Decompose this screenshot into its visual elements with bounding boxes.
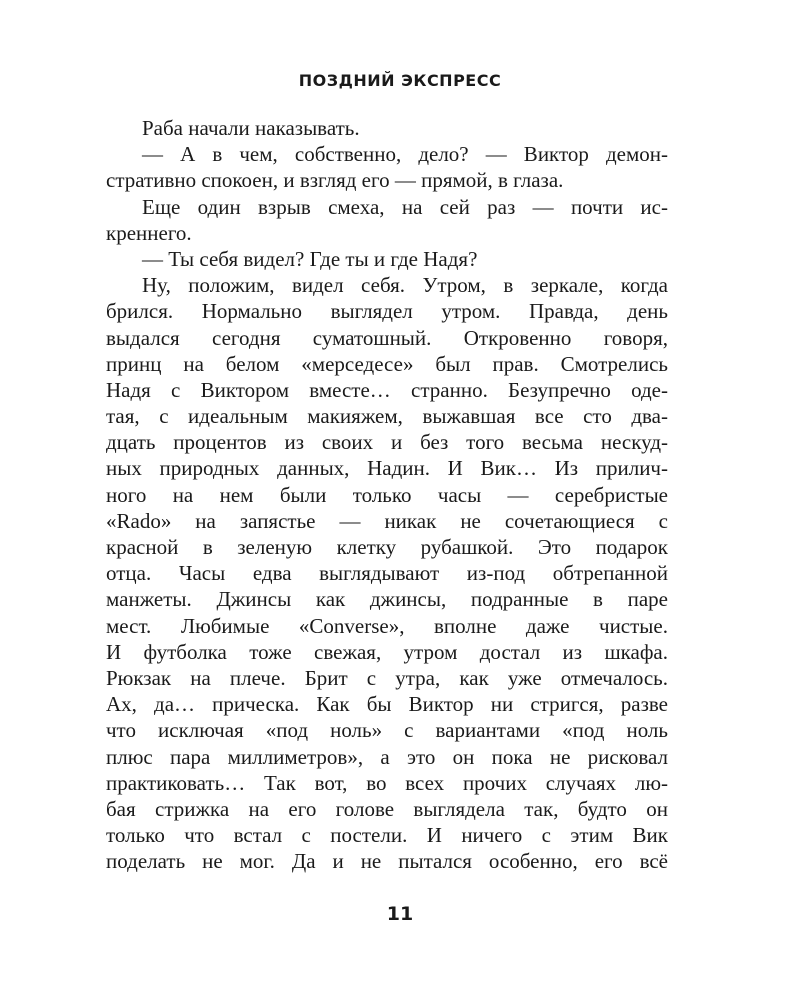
text-line: дцать процентов из своих и без того весьма нескуд- xyxy=(106,430,668,455)
text-line: манжеты. Джинсы как джинсы, подранные в паре xyxy=(106,587,668,612)
text-line: ных природных данных, Надин. И Вик… Из прилич- xyxy=(106,456,668,481)
text-line: мест. Любимые «Converse», вполне даже чистые. xyxy=(106,613,668,638)
body-text xyxy=(106,115,668,874)
text-line: плюс пара миллиметров», а это он пока не рисковал xyxy=(106,744,668,769)
text-line: Еще один взрыв смеха, на сей раз — почти ис- xyxy=(142,194,668,219)
text-line: Ах, да… прическа. Как бы Виктор ни стригся, разве xyxy=(106,692,668,717)
text-line: брился. Нормально выглядел утром. Правда, день xyxy=(106,299,668,324)
text-line: «Rado» на запястье — никак не сочетающиеся с xyxy=(106,508,668,533)
page-number: 11 xyxy=(386,903,414,925)
text-line: только что встал с постели. И ничего с этим Вик xyxy=(106,823,668,848)
text-line: поделать не мог. Да и не пытался особенно, его всё xyxy=(106,849,668,874)
text-line: Рюкзак на плече. Брит с утра, как уже отмечалось. xyxy=(106,665,668,690)
text-line: И футболка тоже свежая, утром достал из шкафа. xyxy=(106,639,668,664)
text-line: тая, с идеальным макияжем, выжавшая все сто два- xyxy=(106,404,668,429)
text-line: Раба начали наказывать. xyxy=(142,116,360,140)
text-line: принц на белом «мерседесе» был прав. Смотрелись xyxy=(106,351,668,376)
text-line: креннего. xyxy=(106,220,192,245)
text-line: выдался сегодня суматошный. Откровенно говоря, xyxy=(106,325,668,350)
running-header: ПОЗДНИЙ ЭКСПРЕСС xyxy=(298,71,502,90)
text-line: отца. Часы едва выглядывают из-под обтрепанной xyxy=(106,561,668,586)
text-line: — Ты себя видел? Где ты и где Надя? xyxy=(142,246,478,271)
text-line: ного на нем были только часы — серебристые xyxy=(106,482,668,507)
text-line: стративно спокоен, и взгляд его — прямой, в глаза. xyxy=(106,168,564,193)
text-line: Ну, положим, видел себя. Утром, в зеркале, когда xyxy=(142,273,668,298)
text-line: красной в зеленую клетку рубашкой. Это подарок xyxy=(106,535,668,559)
text-line: бая стрижка на его голове выглядела так, будто он xyxy=(106,796,668,821)
text-line: — А в чем, собственно, дело? — Виктор демон- xyxy=(142,142,668,167)
text-line: Надя с Виктором вместе… странно. Безупречно оде- xyxy=(106,377,668,402)
text-line: что исключая «под ноль» с вариантами «под ноль xyxy=(106,718,668,743)
text-line: практиковать… Так вот, во всех прочих случаях лю- xyxy=(106,770,668,795)
